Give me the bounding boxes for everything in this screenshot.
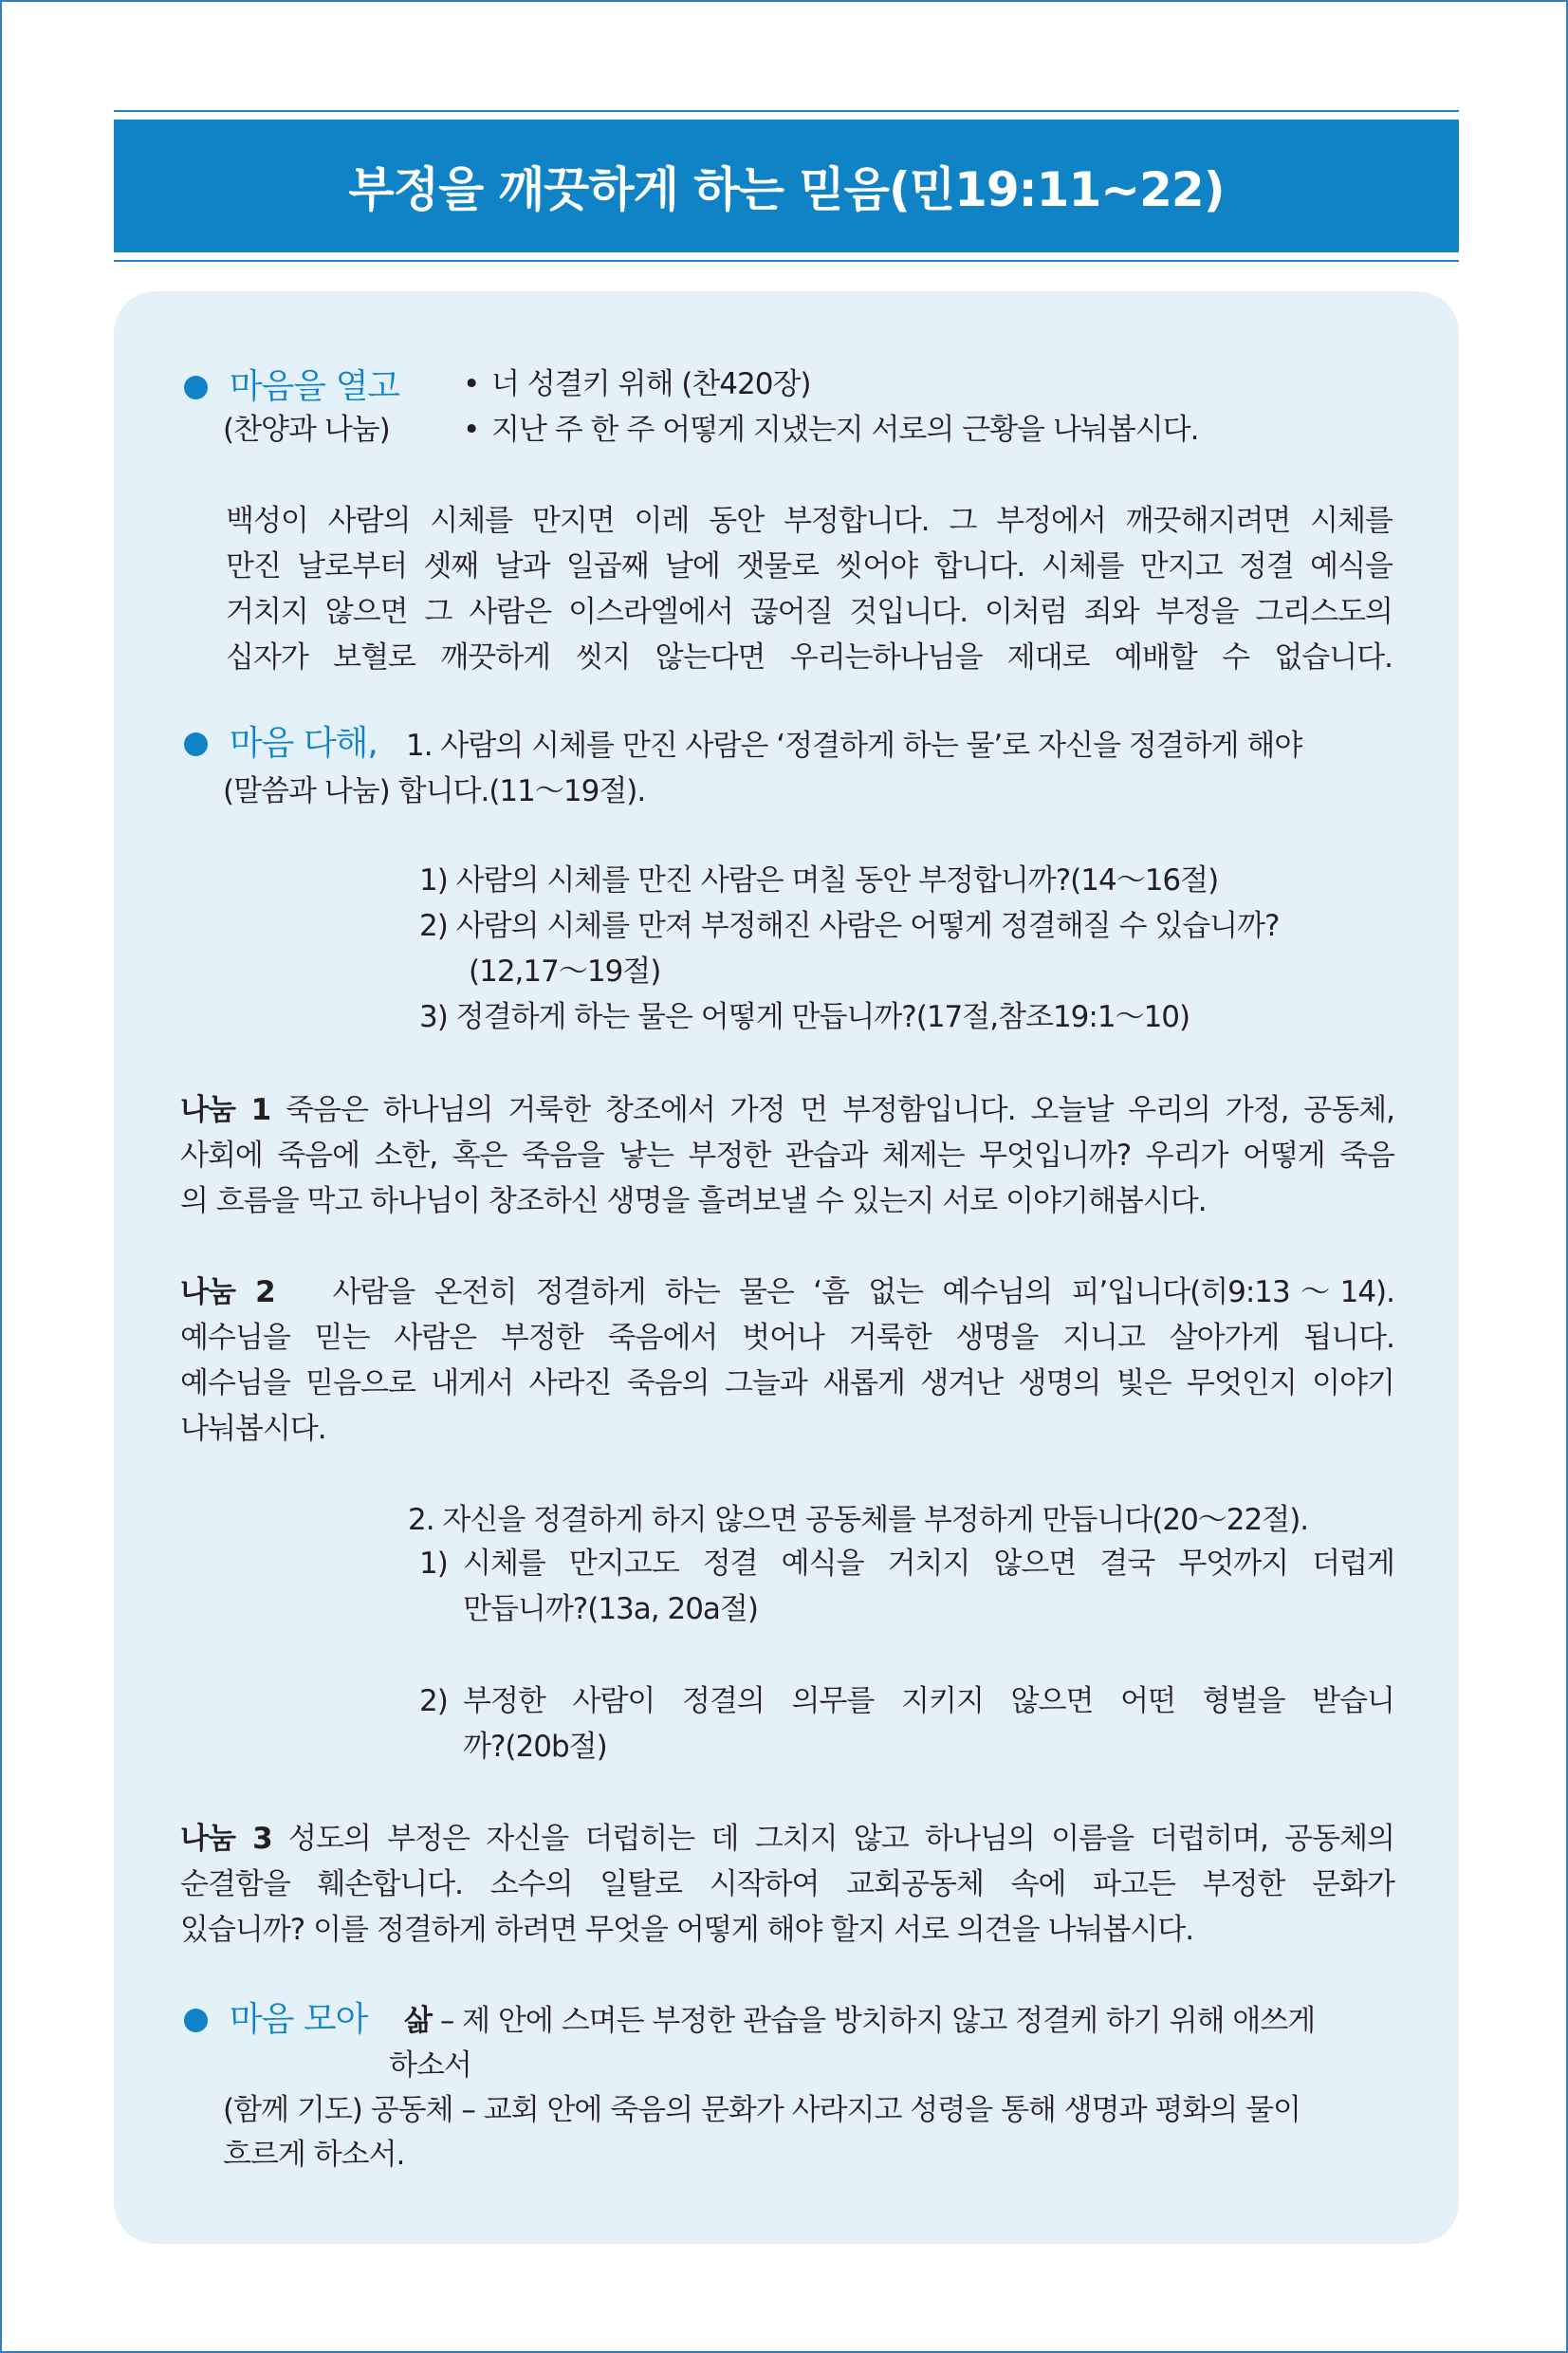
section-gather-heart xyxy=(184,1997,367,2044)
share-1: 나눔 1 죽음은 하나님의 거룩한 창조에서 가정 먼 부정함입니다. 오늘날 우리의 가정, 공동체, 사회에 죽음에 소한, 혹은 죽음을 낳는 부정한 관습과 체제는 무엇입니까? 우리가 어떻게 죽음 의 흐름을 막고 하나님이 창조하신 생명을 흘려보낼 수 있는지 서로 이야기해봅시다. xyxy=(180,1093,1394,1218)
section-with-all-heart xyxy=(184,721,378,768)
share-2: 나눔 2 사람을 온전히 정결하게 하는 물은 ‘흠 없는 예수님의 피’입니다(히9:13～14). 예수님을 믿는 사람은 부정한 죽음에서 벗어나 거룩한 생명을 지니고 살아가게 됩니다. 예수님을 믿음으로 내게서 사라진 죽음의 그늘과 새롭게 생겨난 생명의 빛은 무엇인지 이야기 나눠봅시다. xyxy=(180,1275,1394,1446)
question-2-2: 2) 부정한 사람이 정결의 의무를 지키지 않으면 어떤 형벌을 받습니 까?(20b절) xyxy=(419,1684,1394,1764)
prayer-life-continued: 하소서 xyxy=(389,2048,471,2083)
prayer-label: 공동체 xyxy=(370,2093,453,2127)
question: 2) 사람의 시체를 만져 부정해진 사람은 어떻게 정결해질 수 있습니까? xyxy=(419,909,1280,943)
list-item: • 지난 주 한 주 어떻게 지냈는지 서로의 근황을 나눠봅시다. xyxy=(463,413,1199,447)
point-2: 2. 자신을 정결하게 하지 않으면 공동체를 부정하게 만듭니다(20～22절). xyxy=(408,1503,1309,1537)
section-subheading: (말씀과 나눔) 합니다.(11～19절). xyxy=(223,774,646,808)
section-heading: 마음 모아 xyxy=(229,2000,368,2039)
share-label: 나눔 3 xyxy=(180,1822,272,1856)
section-subheading: (찬양과 나눔) xyxy=(223,413,390,447)
question-2-1: 1) 시체를 만지고도 정결 예식을 거치지 않으면 결국 무엇까지 더럽게 만듭니까?(13a, 20a절) xyxy=(419,1547,1394,1626)
question: 1) 사람의 시체를 만진 사람은 며칠 동안 부정합니까?(14～16절) xyxy=(419,863,1219,898)
list-item: • 너 성결키 위해 (찬420장) xyxy=(463,367,811,401)
section-open-heart xyxy=(184,364,399,411)
share-3: 나눔 3 성도의 부정은 자신을 더럽히는 데 그치지 않고 하나님의 이름을 더럽히며, 공동체의 순결함을 훼손합니다. 소수의 일탈로 시작하여 교회공동체 속에 파고든 부정한 문화가 있습니까? 이를 정결하게 하려면 무엇을 어떻게 해야 할지 서로 의견을 나눠봅시다. xyxy=(180,1822,1394,1947)
question: (12,17～19절) xyxy=(469,954,661,989)
section-heading: 마음 다해, xyxy=(229,724,378,763)
prayer-label: 삶 xyxy=(404,2004,432,2038)
section-items xyxy=(463,361,1198,453)
bullet-icon xyxy=(184,2009,208,2032)
point-1-continued: 합니다.(11～19절). xyxy=(397,774,646,808)
page-title: 부정을 깨끗하게 하는 믿음(민19:11~22) xyxy=(348,162,1225,217)
section-heading: 마음을 열고 xyxy=(229,367,400,406)
bullet-icon xyxy=(184,376,208,399)
question: 3) 정결하게 하는 물은 어떻게 만듭니까?(17절,참조19:1～10) xyxy=(419,1000,1190,1034)
section-subheading: (함께 기도) xyxy=(223,2093,362,2127)
prayer-community-continued: 흐르게 하소서. xyxy=(223,2138,405,2172)
questions-1 xyxy=(419,858,1280,1040)
prayer-community: (함께 기도) 공동체 – 교회 안에 죽음의 문화가 사라지고 성령을 통해 생명과 평화의 물이 xyxy=(223,2093,1301,2127)
share-label: 나눔 1 xyxy=(180,1093,271,1127)
title-bottom-rule xyxy=(114,260,1459,262)
point-1: 1. 사람의 시체를 만진 사람은 ‘정결하게 하는 물’로 자신을 정결하게 해야 xyxy=(406,729,1302,763)
prayer-life: 삶 – 제 안에 스며든 부정한 관습을 방치하지 않고 정결케 하기 위해 애쓰게 xyxy=(404,2004,1316,2038)
title-top-rule xyxy=(114,110,1459,112)
title-band xyxy=(114,120,1459,252)
intro-paragraph: 백성이 사람의 시체를 만지면 이레 동안 부정합니다. 그 부정에서 깨끗해지려면 시체를 만진 날로부터 셋째 날과 일곱째 날에 잿물로 씻어야 합니다. 시체를 만지고 정결 예식을 거치지 않으면 그 사람은 이스라엘에서 끊어질 것입니다. 이처럼 죄와 부정을 그리스도의 십자가 보혈로 깨끗하게 씻지 않는다면 우리는하나님을 제대로 예배할 수 없습니다. xyxy=(226,504,1393,675)
share-label: 나눔 2 xyxy=(180,1275,275,1309)
content-panel xyxy=(114,291,1459,2244)
bullet-icon xyxy=(184,732,208,756)
